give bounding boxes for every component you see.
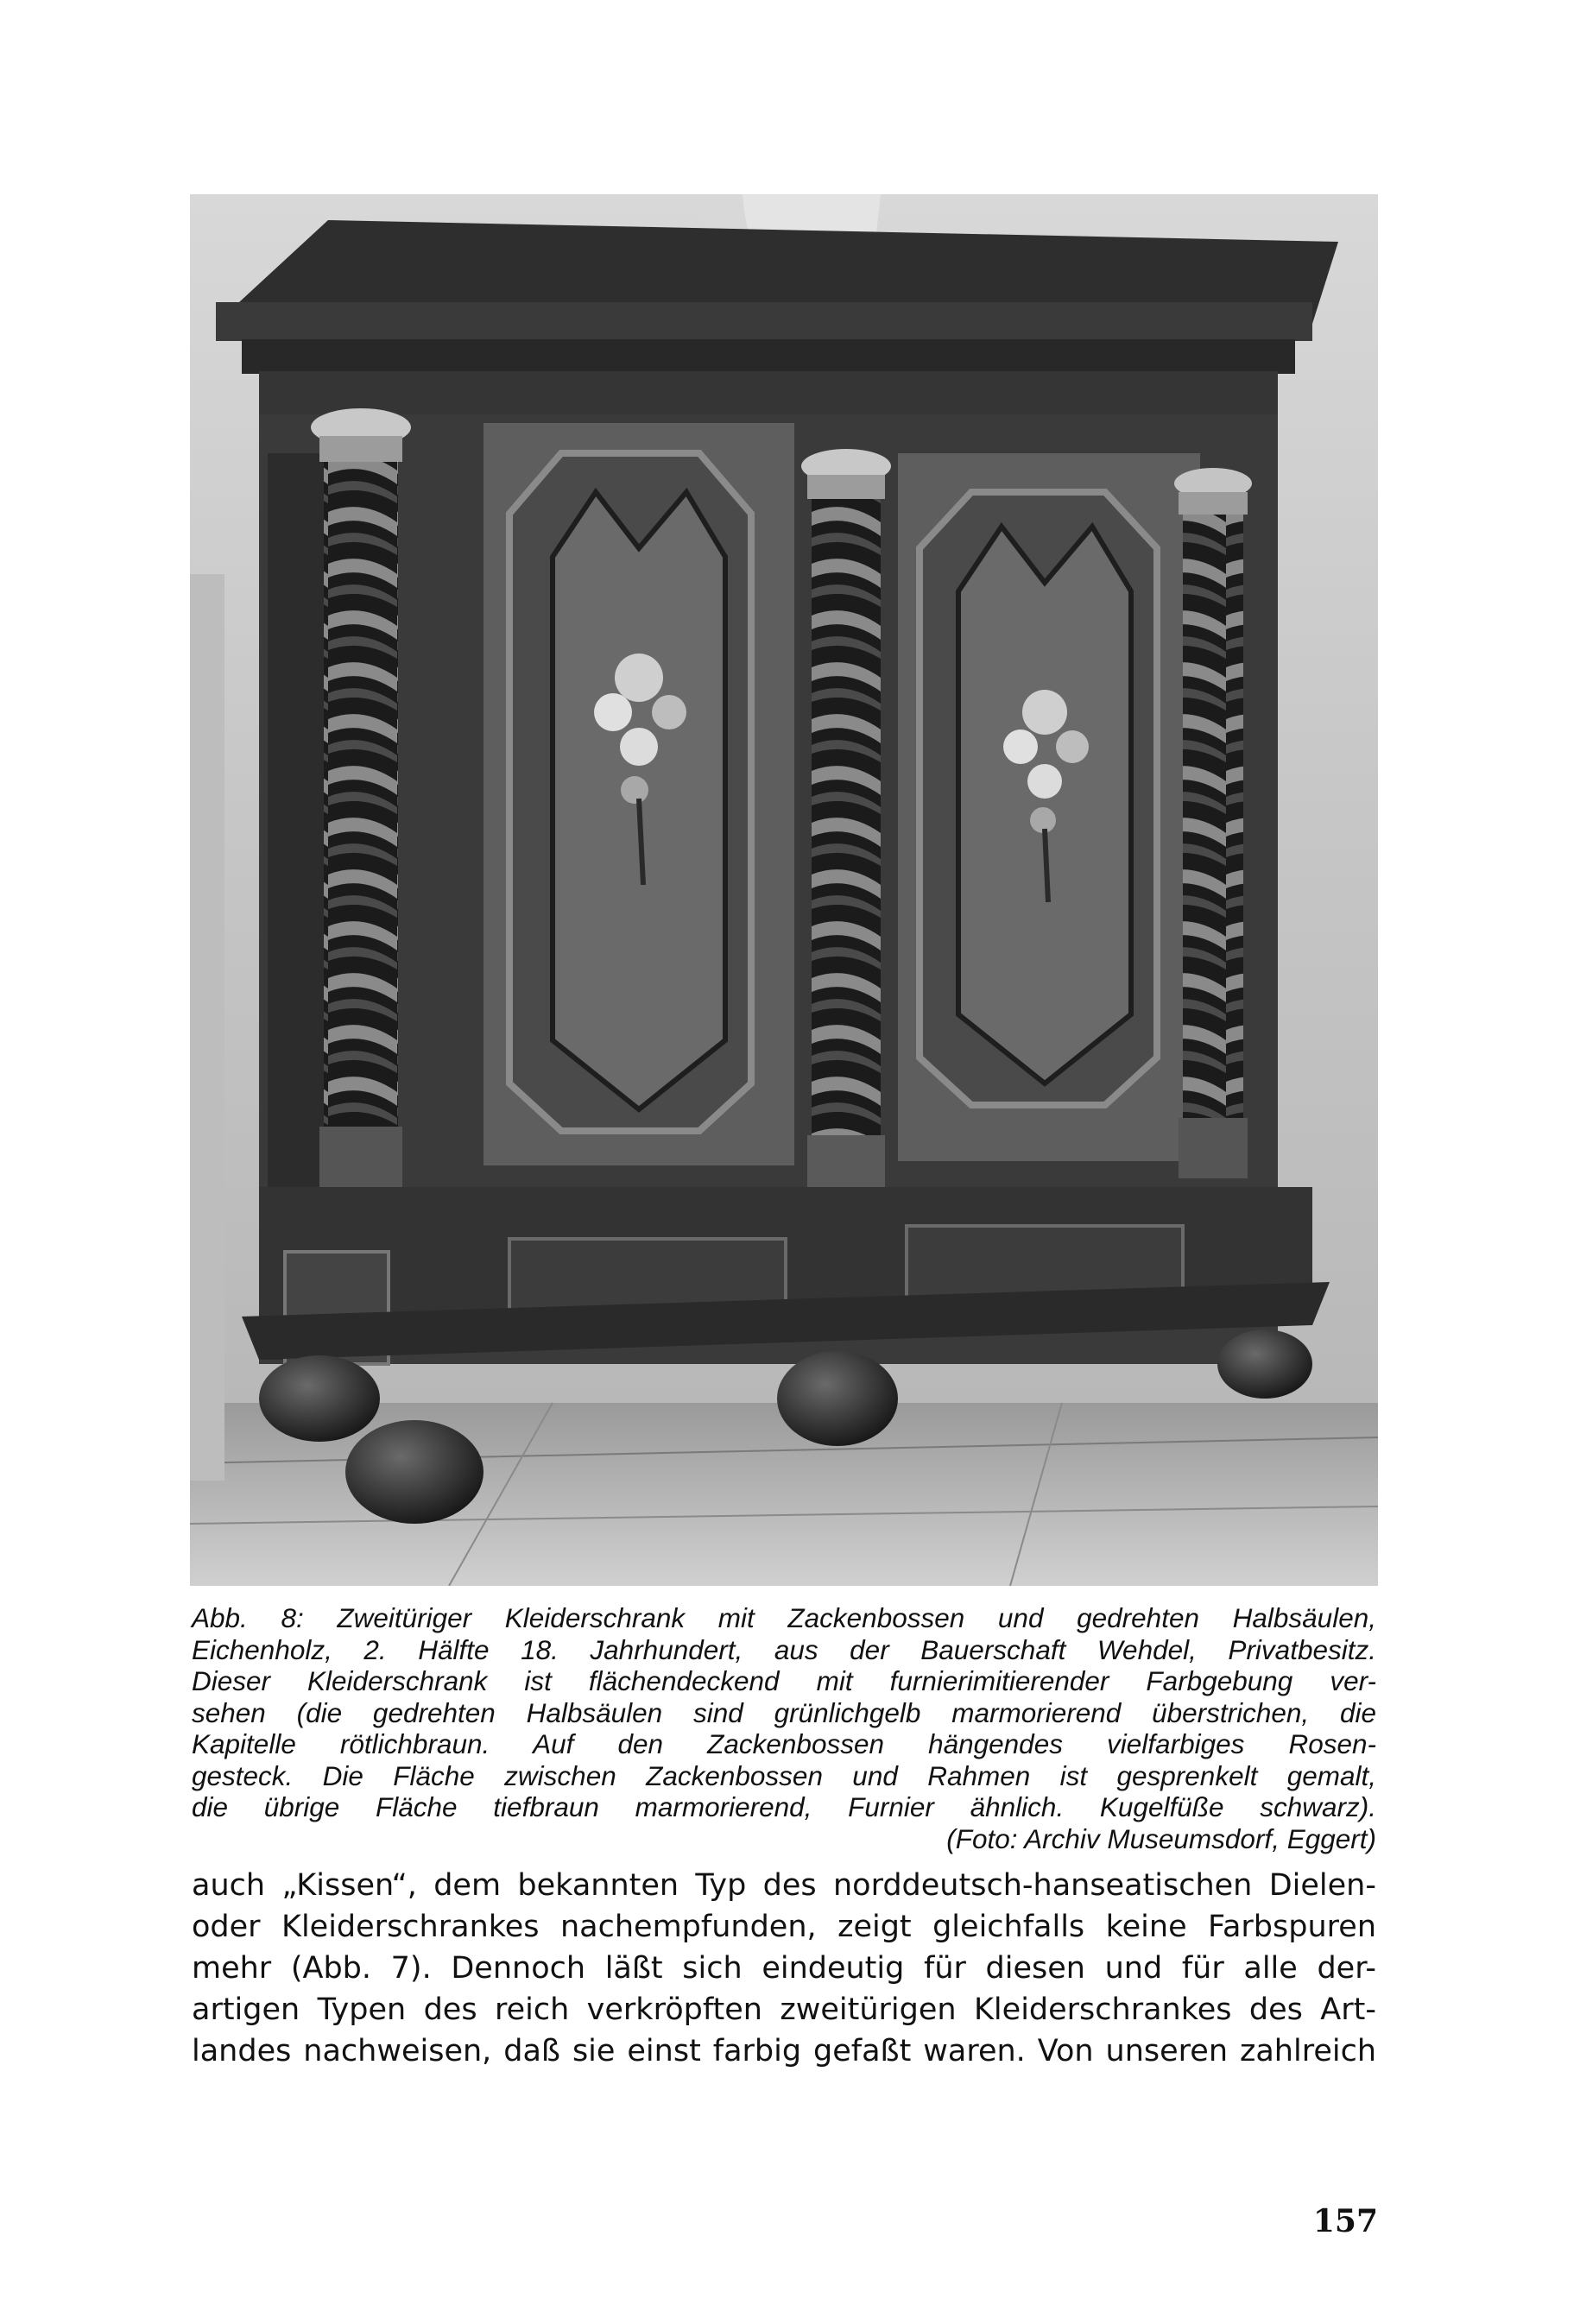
body-line: artigen Typen des reich verkröpften zweitürigen Kleiderschrankes des Art- — [192, 1992, 1376, 2027]
body-line: landes nachweisen, daß sie einst farbig gefaßt waren. Von unseren zahlreich — [192, 2034, 1376, 2068]
body-line: mehr (Abb. 7). Dennoch läßt sich eindeutig für diesen und für alle der- — [192, 1951, 1376, 1986]
caption-line: Eichenholz, 2. Hälfte 18. Jahrhundert, aus der Bauerschaft Wehdel, Privatbesitz. — [192, 1633, 1376, 1665]
body-line: auch „Kissen“, dem bekannten Typ des norddeutsch-hanseatischen Dielen- — [192, 1868, 1376, 1903]
page-number: 157 — [1312, 2203, 1378, 2239]
wardrobe-photograph — [190, 194, 1378, 1586]
caption-line: gesteck. Die Fläche zwischen Zackenbossen und Rahmen ist gesprenkelt gemalt, — [192, 1759, 1376, 1791]
caption-line: Dieser Kleiderschrank ist flächendeckend mit furnierimitierender Farbgebung ver- — [192, 1665, 1376, 1696]
figure-caption — [192, 1602, 1376, 1854]
caption-line: Kapitelle rötlichbraun. Auf den Zackenbossen hängendes vielfarbiges Rosen- — [192, 1728, 1376, 1759]
photo-credit: (Foto: Archiv Museumsdorf, Eggert) — [946, 1822, 1376, 1854]
wardrobe-image — [190, 194, 1378, 1586]
caption-line: die übrige Fläche tiefbraun marmorierend, Furnier ähnlich. Kugelfüße schwarz). — [192, 1791, 1376, 1822]
caption-line: Abb. 8: Zweitüriger Kleiderschrank mit Zackenbossen und gedrehten Halbsäulen, — [192, 1602, 1376, 1633]
caption-line: sehen (die gedrehten Halbsäulen sind grünlichgelb marmorierend überstrichen, die — [192, 1696, 1376, 1728]
body-paragraph — [192, 1865, 1376, 2072]
body-line: oder Kleiderschrankes nachempfunden, zeigt gleichfalls keine Farbspuren — [192, 1910, 1376, 1944]
